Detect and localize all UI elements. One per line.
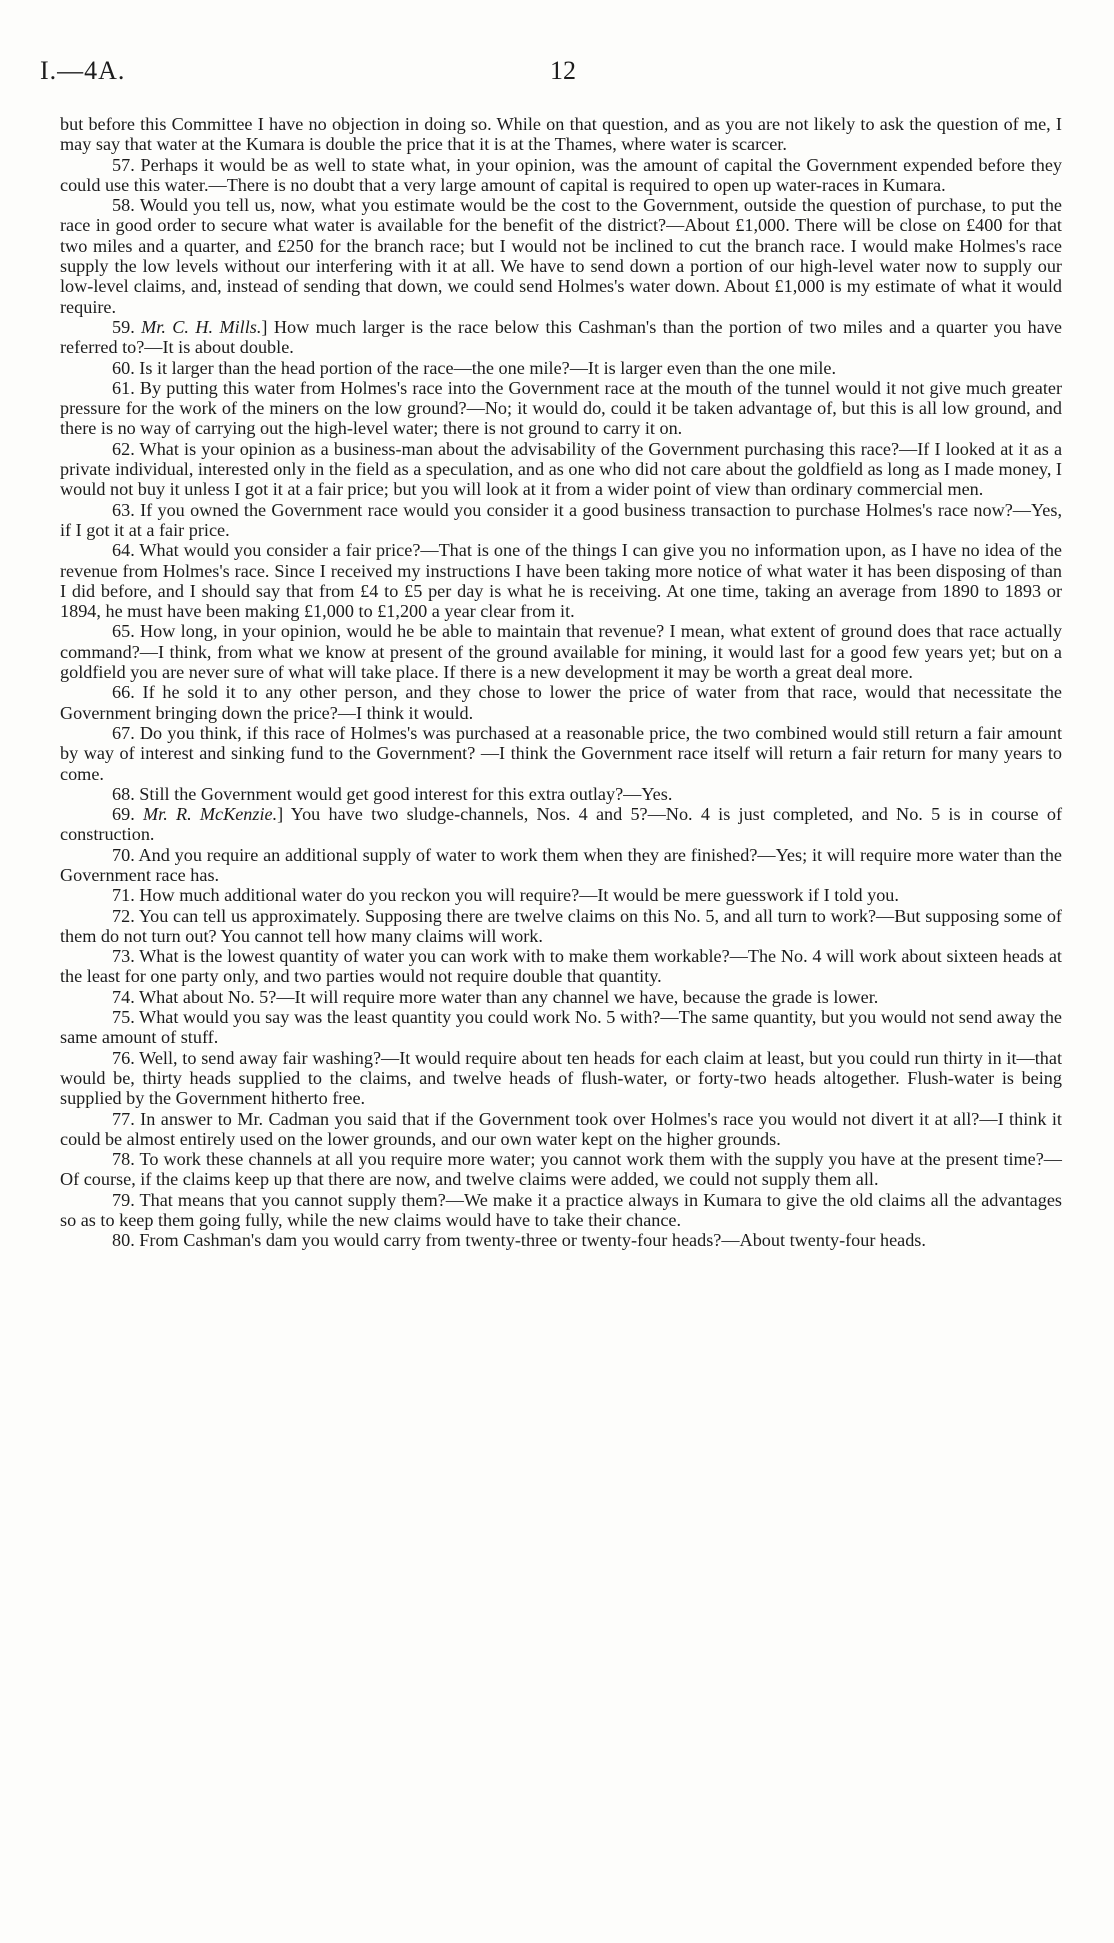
question-paragraph: 69. Mr. R. McKenzie.] You have two sludge-channels, Nos. 4 and 5?—No. 4 is just completed, and No. 5 is in course of construction. bbox=[60, 804, 1063, 845]
paragraph-text: What would you consider a fair price?—That is one of the things I can give you no information upon, as I have no idea of the revenue from Holmes's race. Since I received my instructions I have been taking more notice of what water it has been disposing of than I did before, and I should say that from £4 to £5 per day is what he is receiving. At one time, taking an average from 1890 to 1893 or 1894, he must have been making £1,000 to £1,200 a year clear from it. bbox=[60, 540, 1063, 622]
question-number: 80. bbox=[112, 1230, 135, 1251]
page-header bbox=[40, 56, 1074, 96]
question-paragraph bbox=[60, 1230, 1062, 1250]
question-number: 61. bbox=[112, 377, 135, 398]
paragraph-text: How long, in your opinion, would he be able to maintain that revenue? I mean, what extent of ground does that race actually command?—I think, from what we know at present of the ground available for mining, it would last for a good few years yet; but on a goldfield you are never sure of what will take place. If there is a new development it may be worth a great deal more. bbox=[60, 621, 1062, 683]
question-paragraph bbox=[60, 1109, 1062, 1150]
question-number: 64. bbox=[112, 540, 135, 561]
question-number: 75. bbox=[112, 1007, 135, 1028]
question-number: 68. bbox=[112, 783, 135, 804]
paragraph-text: In answer to Mr. Cadman you said that if the Government took over Holmes's race you would not divert it at all?—I think it could be almost entirely used on the lower grounds, and our own water kept on the higher grounds. bbox=[60, 1108, 1062, 1149]
page-number: 12 bbox=[550, 56, 576, 85]
question-number: 79. bbox=[112, 1189, 135, 1210]
question-paragraph bbox=[60, 500, 1062, 541]
paragraph-text: By putting this water from Holmes's race into the Government race at the mouth of the tunnel would it not give much greater pressure for the work of the miners on the low ground?—No; it would do, could it be taken advantage of, but this is all low ground, and there is no way of carrying out the high-level water; there is not ground to carry it on. bbox=[60, 377, 1063, 439]
question-number: 78. bbox=[112, 1149, 135, 1170]
paragraph-text: Is it larger than the head portion of the race—the one mile?—It is larger even than the one mile. bbox=[139, 357, 837, 378]
question-paragraph bbox=[60, 682, 1062, 723]
body-text bbox=[60, 114, 1062, 1251]
paragraph-text: What would you say was the least quantity you could work No. 5 with?—The same quantity, but you would not send away the same amount of stuff. bbox=[60, 1007, 1062, 1048]
paragraph-text: From Cashman's dam you would carry from twenty-three or twenty-four heads?—About twenty-four heads. bbox=[139, 1230, 926, 1251]
question-paragraph bbox=[60, 378, 1062, 439]
paragraph-text: You can tell us approximately. Supposing there are twelve claims on this No. 5, and all turn to work?—But supposing some of them do not turn out? You cannot tell how many claims will work. bbox=[60, 905, 1062, 946]
paragraph-text: If he sold it to any other person, and they chose to lower the price of water from that race, would that necessitate the Government bringing down the price?—I think it would. bbox=[60, 682, 1063, 723]
document-reference: I.—4A. bbox=[40, 56, 126, 85]
speaker-name: Mr. R. McKenzie. bbox=[142, 804, 278, 825]
question-number: 71. bbox=[112, 885, 135, 906]
question-number: 69. bbox=[112, 804, 135, 825]
question-paragraph bbox=[60, 540, 1062, 621]
question-paragraph bbox=[60, 621, 1062, 682]
question-paragraph bbox=[60, 1048, 1062, 1109]
question-paragraph bbox=[60, 155, 1062, 196]
question-number: 65. bbox=[112, 621, 135, 642]
question-number: 76. bbox=[112, 1047, 135, 1068]
question-number: 57. bbox=[112, 154, 135, 175]
paragraph-text: To work these channels at all you require more water; you cannot work them with the supply you have at the present time?—Of course, if the claims keep up that there are now, and twelve claims were added, we could not supply them all. bbox=[60, 1149, 1062, 1190]
paragraph-text: Would you tell us, now, what you estimate would be the cost to the Government, outside the question of purchase, to put the race in good order to secure what water is available for the benefit of the district?—About £1,000. There will be close on £400 for that two miles and a quarter, and £250 for the branch race; but I would not be inclined to cut the branch race. I would make Holmes's race supply the low levels without our interfering with it at all. We have to send down a portion of our high-level water now to supply our low-level claims, and, instead of sending that down, we could send Holmes's water down. About £1,000 is my estimate of what it would require. bbox=[60, 195, 1063, 317]
question-paragraph bbox=[60, 987, 1062, 1007]
question-number: 70. bbox=[112, 844, 135, 865]
question-paragraph bbox=[60, 885, 1062, 905]
question-paragraph bbox=[60, 195, 1062, 317]
paragraph-text: Do you think, if this race of Holmes's was purchased at a reasonable price, the two combined would still return a fair amount by way of interest and sinking fund to the Government? —I think the Government race itself will return a fair return for many years to come. bbox=[60, 722, 1062, 784]
question-paragraph bbox=[60, 845, 1062, 886]
question-number: 74. bbox=[112, 986, 135, 1007]
question-paragraph bbox=[60, 1190, 1062, 1231]
question-paragraph bbox=[60, 784, 1062, 804]
question-paragraph bbox=[60, 358, 1062, 378]
question-paragraph bbox=[60, 723, 1062, 784]
question-number: 77. bbox=[112, 1108, 135, 1129]
paragraph-text: What is the lowest quantity of water you can work with to make them workable?—The No. 4 will work about sixteen heads at the least for one party only, and two parties would not require double that quantity. bbox=[60, 946, 1062, 987]
paragraph-text: How much additional water do you reckon you will require?—It would be mere guesswork if I told you. bbox=[139, 885, 899, 906]
question-paragraph bbox=[60, 1149, 1062, 1190]
question-number: 67. bbox=[112, 722, 135, 743]
question-number: 66. bbox=[112, 682, 135, 703]
paragraph-text: How much larger is the race below this Cashman's than the portion of two miles and a quarter you have referred to?—It is about double. bbox=[60, 316, 1063, 358]
question-paragraph: 59. Mr. C. H. Mills.] How much larger is the race below this Cashman's than the portion of two miles and a quarter you have referred to?—It is about double. bbox=[60, 316, 1063, 358]
question-paragraph bbox=[60, 946, 1062, 987]
paragraph-text: If you owned the Government race would you consider it a good business transaction to purchase Holmes's race now?—Yes, if I got it at a fair price. bbox=[60, 499, 1063, 540]
question-number: 62. bbox=[112, 438, 135, 459]
paragraph-text: And you require an additional supply of water to work them when they are finished?—Yes; it will require more water than the Government race has. bbox=[60, 844, 1063, 885]
question-number: 73. bbox=[112, 946, 135, 967]
paragraph-text: Perhaps it would be as well to state what, in your opinion, was the amount of capital the Government expended before they could use this water.—There is no doubt that a very large amount of capital is required to open up water-races in Kumara. bbox=[60, 154, 1063, 195]
paragraph-text: That means that you cannot supply them?—We make it a practice always in Kumara to give the old claims all the advantages so as to keep them going fully, while the new claims would have to take their chance. bbox=[60, 1189, 1063, 1231]
question-paragraph bbox=[60, 114, 1062, 155]
question-number: 63. bbox=[112, 499, 135, 520]
paragraph-text: What is your opinion as a business-man about the advisability of the Government purchasing this race?—If I looked at it as a private individual, interested only in the field as a speculation, and as one who did not care about the goldfield as long as I made money, I would not buy it unless I got it at a fair price; but you will look at it from a wider point of view than ordinary commercial men. bbox=[60, 438, 1063, 500]
question-paragraph bbox=[60, 906, 1062, 947]
paragraph-text: What about No. 5?—It will require more water than any channel we have, because the grade is lower. bbox=[138, 986, 879, 1007]
question-number: 58. bbox=[112, 195, 135, 216]
question-paragraph bbox=[60, 439, 1062, 500]
question-paragraph bbox=[60, 1007, 1062, 1048]
paragraph-text: but before this Committee I have no objection in doing so. While on that question, and as you are not likely to ask the question of me, I may say that water at the Kumara is double the price that it is at the Thames, where water is scarcer. bbox=[60, 114, 1062, 155]
question-number: 72. bbox=[112, 905, 135, 926]
paragraph-text: Still the Government would get good interest for this extra outlay?—Yes. bbox=[139, 783, 673, 804]
question-number: 60. bbox=[112, 357, 135, 378]
question-number: 59. bbox=[112, 316, 135, 337]
paragraph-text: Well, to send away fair washing?—It would require about ten heads for each claim at least, but you could run thirty in it—that would be, thirty heads supplied to the claims, and twelve heads of flush-water, or forty-two heads altogether. Flush-water is being supplied by the Government hitherto free. bbox=[60, 1047, 1062, 1109]
paragraph-text: You have two sludge-channels, Nos. 4 and 5?—No. 4 is just completed, and No. 5 is in course of construction. bbox=[60, 804, 1063, 845]
speaker-name: Mr. C. H. Mills. bbox=[141, 316, 262, 337]
